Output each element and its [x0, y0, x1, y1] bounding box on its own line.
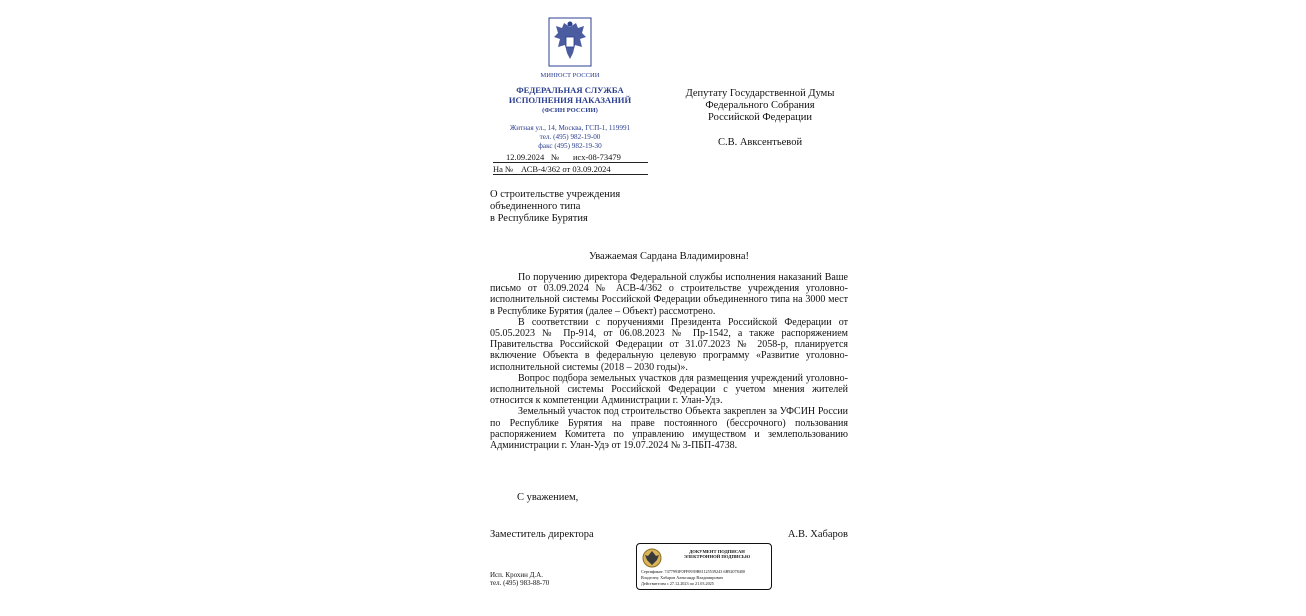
greeting: Уважаемая Сардана Владимировна! — [588, 251, 750, 262]
subject-line1: О строительстве учреждения — [490, 189, 621, 200]
reply-ref-line — [493, 164, 648, 175]
fsin-emblem — [641, 547, 663, 569]
electronic-signature-stamp — [636, 543, 772, 590]
stamp-certificate: Сертификат: 7477993F0FF0939B81125539243 6B92078400 — [641, 569, 745, 574]
signer-position: Заместитель директора — [490, 529, 594, 540]
service-name-line1: ФЕДЕРАЛЬНАЯ СЛУЖБА — [516, 85, 624, 95]
body-paragraph: Вопрос подбора земельных участков для размещения учреждений уголовно-исполнительной системы Российской Федерации с учетом мнения жителей относится к компетенции Администрации г. Улан-Удэ. — [490, 372, 848, 407]
letter-date: 12.09.2024 — [506, 152, 545, 162]
outgoing-number: исх-08-73479 — [573, 152, 621, 162]
service-abbr: (ФСИН РОССИИ) — [542, 107, 598, 114]
reply-reference: АСВ-4/362 от 03.09.2024 — [521, 164, 611, 174]
subject-line3: в Республике Бурятия — [490, 213, 588, 225]
coat-of-arms-emblem — [548, 17, 592, 67]
service-name-line2: ИСПОЛНЕНИЯ НАКАЗАНИЙ — [508, 95, 632, 105]
number-sign: № — [551, 152, 560, 162]
address: Житная ул., 14, Москва, ГСП-1, 119991 — [509, 124, 631, 132]
ministry-name: МИНЮСТ РОССИИ — [540, 72, 600, 79]
body-paragraph: Земельный участок под строительство Объекта закреплен за УФСИН России по Республике Бурятия на праве постоянного (бессрочного) пользования распоряжением Комитета по управлению имуществом и землепользованию Администрации г. Улан-Удэ от 19.07.2024 № 3-ПБП-4738. — [490, 406, 848, 452]
closing: С уважением, — [517, 492, 579, 503]
letter-body — [490, 272, 848, 451]
stamp-title-line1: ДОКУМЕНТ ПОДПИСАН — [689, 549, 745, 554]
recipient-line3: Российской Федерации — [708, 112, 812, 124]
recipient-line1: Депутату Государственной Думы — [685, 88, 835, 99]
signer-name: А.В. Хабаров — [787, 529, 848, 540]
body-paragraph: В соответствии с поручениями Президента Российской Федерации от 05.05.2023 № Пр-914, от 06.08.2023 № Пр-1542, а также распоряжением Правительства Российской Федерации от 31.07.2023 № 2058-р, планируется включение Объекта в федеральную целевую программу «Развитие уголовно-исполнительной системы (2018 – 2030 годы)». — [490, 316, 848, 373]
executor-block — [490, 571, 549, 587]
subject-line2: объединенного типа — [490, 201, 581, 213]
executor-name: Исп. Крохин Д.А. — [490, 571, 543, 579]
fax: факс (495) 982-19-30 — [538, 142, 602, 150]
recipient-line2: Федерального Собрания — [705, 100, 815, 112]
stamp-validity: Действителен с 27.12.2023 по 21.03.2025 — [641, 581, 714, 586]
recipient-block — [670, 88, 850, 149]
stamp-title-line2: ЭЛЕКТРОННОЙ ПОДПИСЬЮ — [683, 554, 751, 559]
stamp-owner: Владелец: Хабаров Александр Владимирович — [641, 575, 723, 580]
subject-block — [490, 189, 690, 226]
reply-prefix: На № — [493, 164, 514, 174]
recipient-name: С.В. Авксентьевой — [717, 136, 803, 148]
outgoing-number-line — [493, 152, 648, 163]
body-paragraph: По поручению директора Федеральной службы исполнения наказаний Ваше письмо от 03.09.2024 № АСВ-4/362 о строительстве учреждения уголовно-исполнительной системы Российской Федерации объединенного типа на 3000 мест в Республике Бурятия (далее – Объект) рассмотрено. — [490, 272, 848, 317]
executor-phone: тел. (495) 983-88-70 — [490, 579, 550, 587]
phone: тел. (495) 982-19-00 — [539, 133, 601, 141]
